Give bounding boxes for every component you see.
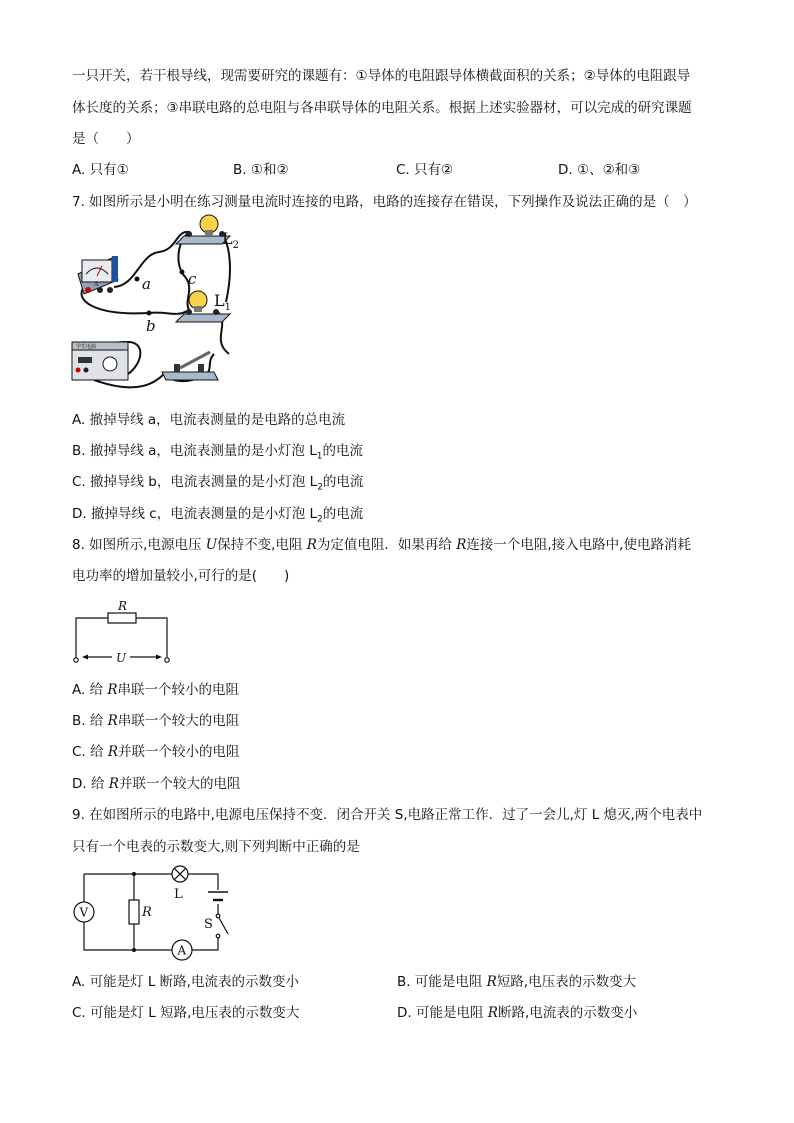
q9-stem-line-1: 9. 在如图所示的电路中,电源电压保持不变．闭合开关 S,电路正常工作．过了一会儿,灯 L 熄灭,两个电表中 (72, 807, 703, 823)
q9-option-d: D. 可能是电阻 R断路,电流表的示数变小 (397, 1005, 638, 1021)
q6-option-b: B. ①和② (233, 162, 289, 178)
q7-circuit-figure (64, 214, 264, 390)
q7-option-b: B. 撤掉导线 a，电流表测量的是小灯泡 $L_1$的电流 (72, 443, 363, 462)
q7-option-d: D. 撤掉导线 c，电流表测量的是小灯泡 $L_2$的电流 (72, 506, 364, 525)
q8-stem-line-1: 8. 如图所示,电源电压 U保持不变,电阻 R为定值电阻．如果再给 R连接一个电阻,接入电路中,使电路消耗 (72, 537, 691, 553)
q6-stem-line-2: 体长度的关系；③串联电路的总电阻与各串联导体的电阻关系。根据上述实验器材，可以完成的研究课题 (72, 100, 692, 116)
svg-text:L2: $L_2$ (222, 229, 239, 251)
q9-circuit-figure (72, 860, 242, 964)
q6-stem-line-3: 是（ ） (72, 131, 140, 147)
ammeter-icon (78, 256, 118, 294)
power-supply-icon (72, 342, 128, 380)
q9-option-b: B. 可能是电阻 R短路,电压表的示数变大 (397, 974, 637, 990)
q8-option-d: D. 给 R并联一个较大的电阻 (72, 776, 241, 792)
q9-option-c: C. 可能是灯 L 短路,电压表的示数变大 (72, 1005, 300, 1021)
svg-text:R: R (142, 905, 152, 920)
q8-stem-line-2: 电功率的增加量较小,可行的是( ) (72, 568, 290, 584)
svg-text:b: b (146, 317, 156, 335)
svg-text:U: U (116, 651, 127, 665)
svg-text:a: a (142, 275, 151, 293)
svg-text:学生电源: 学生电源 (76, 344, 97, 350)
svg-text:A: A (177, 943, 187, 958)
svg-text:L: L (174, 887, 183, 902)
q7-option-a: A. 撤掉导线 a，电流表测量的是电路的总电流 (72, 412, 346, 428)
q8-option-a: A. 给 R串联一个较小的电阻 (72, 682, 240, 698)
q6-stem-line-1: 一只开关，若干根导线，现需要研究的课题有：①导体的电阻跟导体横截面积的关系；②导体的电阻跟导 (72, 68, 691, 84)
svg-text:V: V (79, 905, 89, 920)
svg-text:R: R (118, 599, 128, 613)
q8-circuit-figure (68, 596, 178, 668)
q7-option-c: C. 撤掉导线 b，电流表测量的是小灯泡 $L_2$的电流 (72, 474, 364, 493)
q9-stem-line-2: 只有一个电表的示数变大,则下列判断中正确的是 (72, 839, 360, 855)
q9-option-a: A. 可能是灯 L 断路,电流表的示数变小 (72, 974, 299, 990)
svg-text:A: A (94, 281, 99, 288)
q8-option-c: C. 给 R并联一个较小的电阻 (72, 744, 240, 760)
svg-text:c: c (188, 270, 197, 288)
q8-option-b: B. 给 R串联一个较大的电阻 (72, 713, 240, 729)
q6-option-a: A. 只有① (72, 162, 129, 178)
svg-text:L1: $L_1$ (214, 291, 231, 313)
q6-option-c: C. 只有② (396, 162, 454, 178)
q7-stem: 7. 如图所示是小明在练习测量电流时连接的电路，电路的连接存在错误，下列操作及说法正确的是（ ） (72, 194, 697, 210)
svg-text:S: S (204, 917, 213, 932)
q6-option-d: D. ①、②和③ (558, 162, 641, 178)
